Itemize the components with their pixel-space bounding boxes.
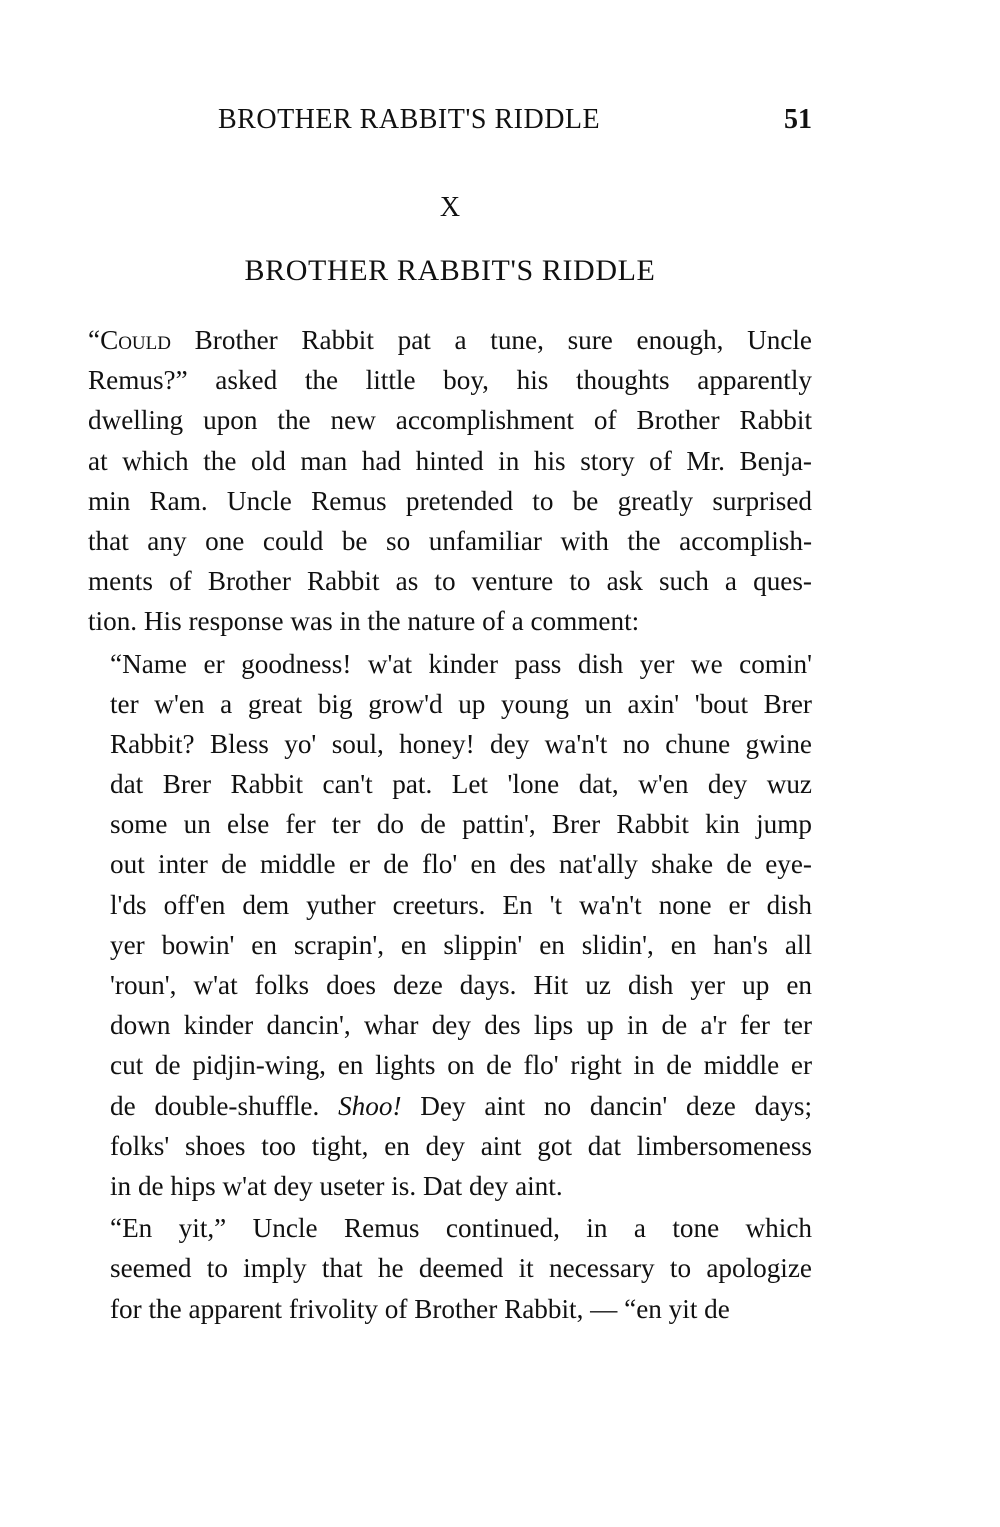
text-line: [88, 521, 812, 561]
text-run: “Name er goodness! w'at kinder pass dish yer we comin': [110, 648, 812, 679]
text-line: [88, 724, 812, 764]
text-run: ments of Brother Rabbit as to venture to ask such a ques-: [88, 566, 812, 597]
running-title: BROTHER RABBIT'S RIDDLE: [218, 104, 601, 135]
text-line: [88, 1248, 812, 1288]
paragraph: [88, 644, 812, 1207]
text-run: cut de pidjin-wing, en lights on de flo' right in de middle er: [110, 1050, 812, 1081]
text-run: min Ram. Uncle Remus pretended to be greatly surprised: [88, 485, 812, 516]
text-line: [88, 684, 812, 724]
chapter-title: BROTHER RABBIT'S RIDDLE: [244, 254, 656, 287]
text-run: l'ds off'en dem yuther creeturs. En 't wa'n't none er dish: [110, 889, 812, 920]
text-run: that any one could be so unfamiliar with the accomplish-: [88, 525, 812, 556]
text-run: Remus?” asked the little boy, his thoughts apparently: [88, 365, 812, 396]
body-text: [88, 320, 812, 1331]
text-run: 'roun', w'at folks does deze days. Hit uz dish yer up en: [110, 970, 812, 1000]
small-caps-text: Could: [100, 325, 171, 355]
text-run: seemed to imply that he deemed it necessary to apologize: [110, 1253, 812, 1284]
text-line: [88, 1086, 812, 1126]
text-line: [88, 844, 812, 884]
text-run: down kinder dancin', whar dey des lips up in de a'r fer ter: [110, 1010, 812, 1041]
text-line: [88, 320, 812, 360]
text-run: “: [88, 325, 101, 355]
text-line: [88, 360, 812, 400]
text-line: [88, 1005, 812, 1045]
italic-text: Shoo!: [338, 1090, 402, 1121]
text-run: at which the old man had hinted in his story of Mr. Benja-: [88, 445, 812, 476]
page-number: 51: [784, 104, 812, 135]
text-line: [88, 1208, 812, 1248]
text-run: folks' shoes too tight, en dey aint got dat limbersomeness: [110, 1130, 812, 1161]
text-run: tion. His response was in the nature of a comment:: [88, 606, 640, 637]
text-run: for the apparent frivolity of Brother Rabbit, — “en yit de: [110, 1293, 730, 1324]
text-line: [88, 441, 812, 481]
text-line: [88, 885, 812, 925]
text-run: yer bowin' en scrapin', en slippin' en slidin', en han's all: [110, 929, 812, 960]
text-line: [88, 1126, 812, 1166]
text-line: [88, 1045, 812, 1085]
text-line: [88, 1289, 812, 1329]
text-run: dat Brer Rabbit can't pat. Let 'lone dat, w'en dey wuz: [110, 769, 812, 800]
text-run: out inter de middle er de flo' en des nat'ally shake de eye-: [110, 849, 812, 880]
text-line: [88, 764, 812, 804]
text-run: dwelling upon the new accomplishment of Brother Rabbit: [88, 405, 812, 436]
text-run: Rabbit? Bless yo' soul, honey! dey wa'n't no chune gwine: [110, 728, 812, 759]
text-line: [88, 644, 812, 684]
text-run: Brother Rabbit pat a tune, sure enough, Uncle: [170, 325, 812, 355]
paragraph: [88, 320, 812, 642]
text-run: in de hips w'at dey useter is. Dat dey aint.: [110, 1170, 563, 1201]
text-line: [88, 561, 812, 601]
text-run: some un else fer ter do de pattin', Brer Rabbit kin jump: [110, 809, 812, 840]
text-line: [88, 965, 812, 1005]
text-line: [88, 925, 812, 965]
text-line: [88, 481, 812, 521]
running-header: [88, 104, 812, 138]
text-run: “En yit,” Uncle Remus continued, in a tone which: [110, 1213, 812, 1244]
paragraph: [88, 1208, 812, 1329]
text-line: [88, 400, 812, 440]
text-run: ter w'en a great big grow'd up young un axin' 'bout Brer: [110, 688, 812, 719]
chapter-number: X: [439, 192, 461, 223]
text-line: [88, 804, 812, 844]
text-run: de double-shuffle.: [110, 1090, 339, 1121]
text-line: [88, 601, 812, 641]
text-line: [88, 1166, 812, 1206]
text-run: Dey aint no dancin' deze days;: [401, 1090, 812, 1121]
